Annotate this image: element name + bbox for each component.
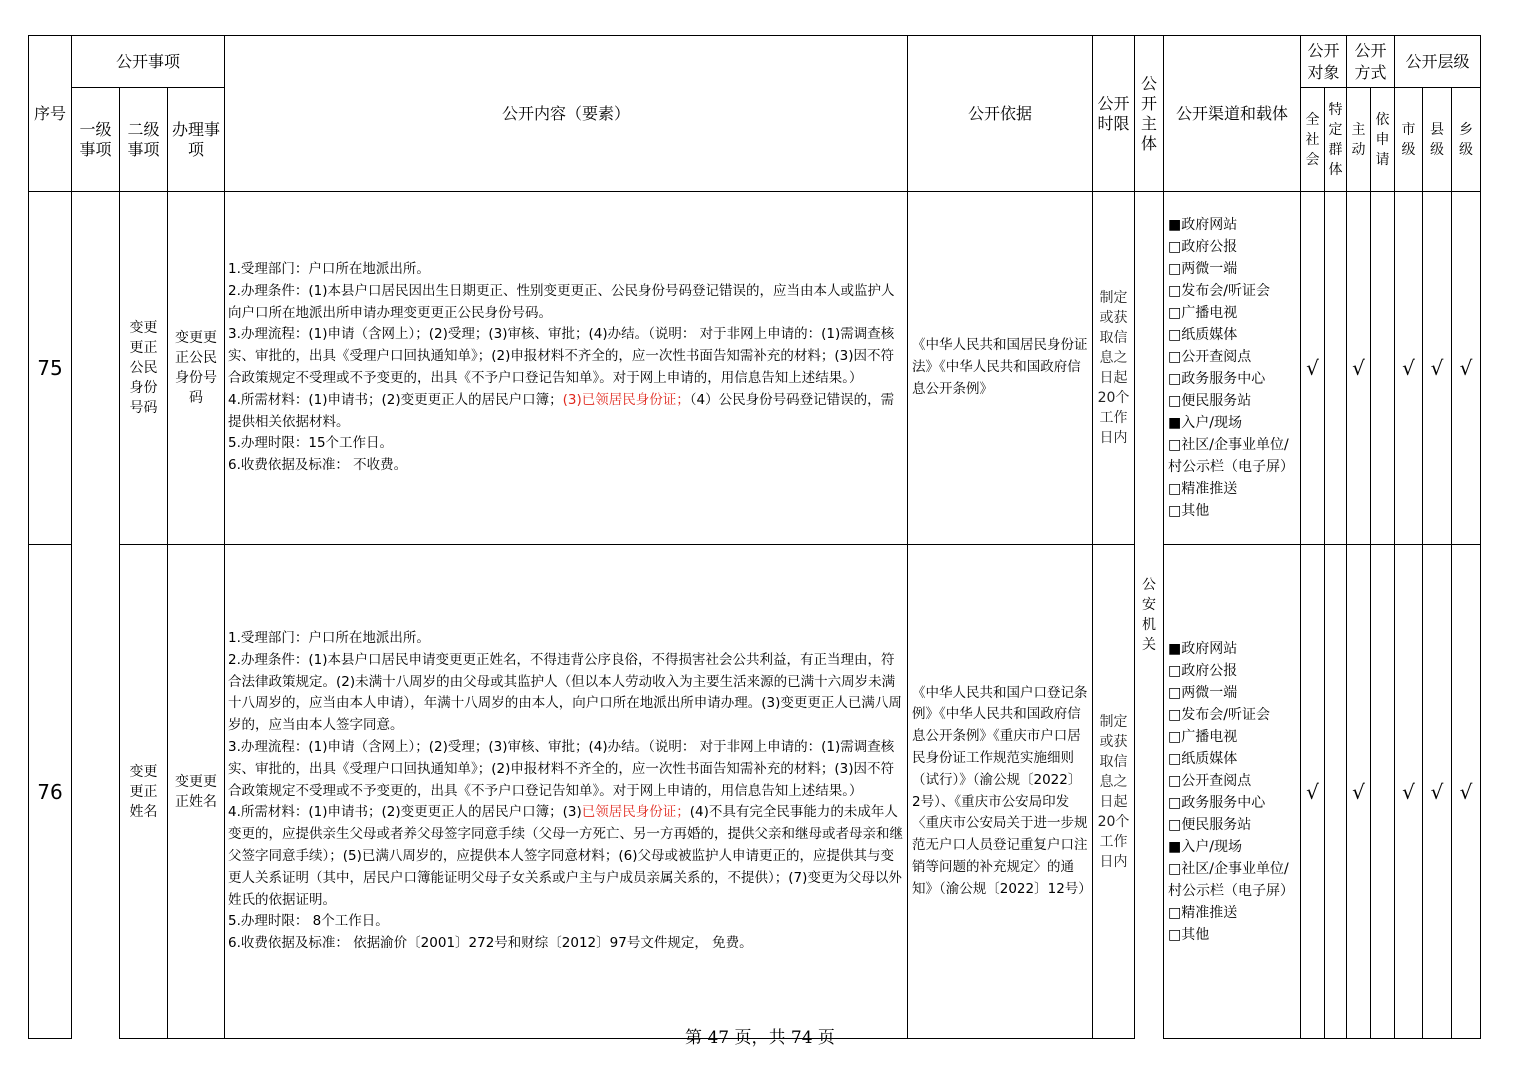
check-level-town: √ bbox=[1452, 545, 1481, 1039]
channel-label: 其他 bbox=[1181, 926, 1210, 943]
check-level-county: √ bbox=[1423, 545, 1452, 1039]
row-content bbox=[225, 545, 908, 1039]
row-level2: 变更更正公民身份号码 bbox=[120, 192, 168, 545]
unchecked-box-icon: □ bbox=[1168, 662, 1182, 679]
header-items-group: 公开事项 bbox=[72, 36, 225, 88]
header-target: 公开对象 bbox=[1301, 36, 1347, 88]
content-line: 3.办理流程：(1)申请（含网上）；(2)受理；(3)审核、审批；(4)办结。（说明： 对于非网上申请的：(1)需调查核实、审批的，出具《受理户口回执通知单》；(2)申报材料不齐全的，应一次性书面告知需补充的材料；(3)因不符合政策规定不受理或不予变更的，出具《不予户口登记告知单》。对于网上申请的，用信息告知上述结果。） bbox=[228, 739, 895, 799]
header-level-city: 市级 bbox=[1395, 88, 1423, 192]
check-target-specific bbox=[1325, 192, 1347, 545]
channel-item bbox=[1168, 682, 1296, 704]
content-line: 5.办理时限：15个工作日。 bbox=[228, 435, 394, 452]
channel-label: 两微一端 bbox=[1181, 261, 1238, 277]
materials-suffix: （4）公民身份号码登记错误的，需提供相关依据材料。 bbox=[228, 391, 895, 430]
channel-list bbox=[1168, 638, 1296, 946]
header-level1: 一级事项 bbox=[72, 88, 120, 192]
unchecked-box-icon: □ bbox=[1168, 283, 1182, 299]
unchecked-box-icon: □ bbox=[1168, 437, 1182, 453]
channel-label: 政府公报 bbox=[1181, 662, 1238, 679]
row-time-limit: 制定或获取信息之日起20个工作日内 bbox=[1093, 192, 1135, 545]
header-channel: 公开渠道和载体 bbox=[1164, 36, 1301, 192]
channel-label: 精准推送 bbox=[1181, 481, 1238, 497]
row-channels bbox=[1164, 545, 1301, 1039]
checked-box-icon: ■ bbox=[1168, 838, 1182, 855]
materials-highlight: 已领居民身份证； bbox=[581, 804, 690, 821]
row-channels bbox=[1164, 192, 1301, 545]
unchecked-box-icon: □ bbox=[1168, 503, 1182, 519]
header-basis: 公开依据 bbox=[908, 36, 1093, 192]
channel-label: 精准推送 bbox=[1181, 904, 1238, 921]
channel-label: 入户/现场 bbox=[1181, 415, 1242, 431]
channel-label: 公开查阅点 bbox=[1181, 772, 1252, 789]
checked-box-icon: ■ bbox=[1168, 217, 1182, 233]
header-level2: 二级事项 bbox=[120, 88, 168, 192]
channel-item bbox=[1168, 214, 1296, 236]
channel-label: 政府网站 bbox=[1181, 217, 1238, 233]
unchecked-box-icon: □ bbox=[1168, 750, 1182, 767]
channel-item bbox=[1168, 836, 1296, 858]
materials-prefix: 4.所需材料：(1)申请书；(2)变更更正人的居民户口簿；(3) bbox=[228, 804, 582, 821]
channel-item bbox=[1168, 924, 1296, 946]
unchecked-box-icon: □ bbox=[1168, 371, 1182, 387]
header-seq: 序号 bbox=[29, 36, 72, 192]
row-level1 bbox=[72, 192, 120, 1039]
channel-item bbox=[1168, 814, 1296, 836]
check-target-specific bbox=[1325, 545, 1347, 1039]
header-method-active: 主动 bbox=[1347, 88, 1371, 192]
header-handle: 办理事项 bbox=[168, 88, 225, 192]
channel-label: 广播电视 bbox=[1181, 728, 1238, 745]
channel-item bbox=[1168, 748, 1296, 770]
channel-item bbox=[1168, 368, 1296, 390]
channel-label: 其他 bbox=[1181, 503, 1210, 519]
row-time-limit: 制定或获取信息之日起20个工作日内 bbox=[1093, 545, 1135, 1039]
row-handle: 变更更正姓名 bbox=[168, 545, 225, 1039]
materials-highlight: (3)已领居民身份证； bbox=[562, 391, 690, 408]
row-level2: 变更更正姓名 bbox=[120, 545, 168, 1039]
unchecked-box-icon: □ bbox=[1168, 393, 1182, 409]
content-line: 2.办理条件：(1)本县户口居民因出生日期更正、性别变更更正、公民身份号码登记错误的，应当由本人或监护人向户口所在地派出所申请办理变更更正公民身份号码。 bbox=[228, 282, 895, 321]
channel-item bbox=[1168, 390, 1296, 412]
channel-item bbox=[1168, 302, 1296, 324]
unchecked-box-icon: □ bbox=[1168, 481, 1182, 497]
channel-item bbox=[1168, 770, 1296, 792]
channel-item bbox=[1168, 236, 1296, 258]
channel-label: 两微一端 bbox=[1181, 684, 1238, 701]
row-basis: 《中华人民共和国居民身份证法》《中华人民共和国政府信息公开条例》 bbox=[908, 192, 1093, 545]
unchecked-box-icon: □ bbox=[1168, 816, 1182, 833]
unchecked-box-icon: □ bbox=[1168, 261, 1182, 277]
header-method: 公开方式 bbox=[1347, 36, 1395, 88]
check-method-request bbox=[1371, 192, 1395, 545]
content-line: 6.收费依据及标准： 不收费。 bbox=[228, 457, 408, 474]
row-basis: 《中华人民共和国户口登记条例》《中华人民共和国政府信息公开条例》《重庆市户口居民身份证工作规范实施细则（试行）》（渝公规〔2022〕2号）、《重庆市公安局印发〈重庆市公安局关于进一步规范无户口人员登记重复户口注销等问题的补充规定〉的通知》（渝公规〔2022〕12号） bbox=[908, 545, 1093, 1039]
channel-label: 便民服务站 bbox=[1181, 816, 1252, 833]
content-line: 1.受理部门：户口所在地派出所。 bbox=[228, 630, 430, 647]
check-target-all: √ bbox=[1301, 192, 1325, 545]
header-level-county: 县级 bbox=[1423, 88, 1452, 192]
channel-label: 便民服务站 bbox=[1181, 393, 1252, 409]
channel-item bbox=[1168, 792, 1296, 814]
channel-item bbox=[1168, 500, 1296, 522]
header-level: 公开层级 bbox=[1395, 36, 1481, 88]
content-line: 1.受理部门：户口所在地派出所。 bbox=[228, 261, 430, 278]
materials-suffix: (4)不具有完全民事能力的未成年人变更的，应提供亲生父母或者养父母签字同意手续（父母一方死亡、另一方再婚的，提供父亲和继母或者母亲和继父签字同意手续）；(5)已满八周岁的，应提供本人签字同意材料；(6)父母或被监护人申请更正的，应提供其与变更人关系证明（其中，居民户口簿能证明父母子女关系或户主与户成员亲属关系的，不提供）；(7)变更为父母以外姓氏的依据证明。 bbox=[228, 804, 903, 908]
content-line: 2.办理条件：(1)本县户口居民申请变更更正姓名，不得违背公序良俗，不得损害社会公共利益，有正当理由，符合法律政策规定。(2)未满十八周岁的由父母或其监护人（但以本人劳动收入为主要生活来源的已满十六周岁未满十八周岁的，应当由本人申请），年满十八周岁的由本人，向户口所在地派出所申请办理。(3)变更更正人已满八周岁的，应当由本人签字同意。 bbox=[228, 651, 902, 734]
header-time-limit: 公开时限 bbox=[1093, 36, 1135, 192]
check-level-county: √ bbox=[1423, 192, 1452, 545]
channel-item bbox=[1168, 346, 1296, 368]
channel-label: 公开查阅点 bbox=[1181, 349, 1252, 365]
header-content: 公开内容（要素） bbox=[225, 36, 908, 192]
checked-box-icon: ■ bbox=[1168, 640, 1182, 657]
unchecked-box-icon: □ bbox=[1168, 904, 1182, 921]
header-level-town: 乡级 bbox=[1452, 88, 1481, 192]
channel-label: 纸质媒体 bbox=[1181, 327, 1238, 343]
row-handle: 变更更正公民身份号码 bbox=[168, 192, 225, 545]
subject-text: 公安机关 bbox=[1142, 577, 1156, 654]
channel-label: 社区/企事业单位/村公示栏（电子屏） bbox=[1168, 860, 1294, 899]
materials-prefix: 4.所需材料：(1)申请书；(2)变更更正人的居民户口簿； bbox=[228, 391, 563, 408]
unchecked-box-icon: □ bbox=[1168, 860, 1182, 877]
channel-label: 政务服务中心 bbox=[1181, 794, 1266, 811]
channel-item bbox=[1168, 638, 1296, 660]
disclosure-table bbox=[28, 35, 1481, 1039]
checked-box-icon: ■ bbox=[1168, 415, 1182, 431]
header-method-request: 依申请 bbox=[1371, 88, 1395, 192]
channel-item bbox=[1168, 704, 1296, 726]
check-method-active: √ bbox=[1347, 192, 1371, 545]
unchecked-box-icon: □ bbox=[1168, 794, 1182, 811]
header-subject: 公开主体 bbox=[1135, 36, 1164, 192]
content-line: 6.收费依据及标准： 依据渝价〔2001〕272号和财综〔2012〕97号文件规定， 免费。 bbox=[228, 935, 753, 952]
page-footer: 第 47 页，共 74 页 bbox=[685, 1028, 835, 1048]
channel-label: 纸质媒体 bbox=[1181, 750, 1238, 767]
channel-label: 入户/现场 bbox=[1181, 838, 1242, 855]
channel-item bbox=[1168, 726, 1296, 748]
channel-label: 社区/企事业单位/村公示栏（电子屏） bbox=[1168, 437, 1294, 475]
channel-item bbox=[1168, 324, 1296, 346]
content-line-materials bbox=[228, 390, 904, 434]
table-row bbox=[29, 192, 1481, 545]
unchecked-box-icon: □ bbox=[1168, 305, 1182, 321]
channel-list bbox=[1168, 214, 1296, 522]
row-content bbox=[225, 192, 908, 545]
unchecked-box-icon: □ bbox=[1168, 239, 1182, 255]
channel-label: 政府公报 bbox=[1181, 239, 1238, 255]
channel-item bbox=[1168, 434, 1296, 478]
check-method-request bbox=[1371, 545, 1395, 1039]
channel-item bbox=[1168, 858, 1296, 902]
unchecked-box-icon: □ bbox=[1168, 728, 1182, 745]
channel-item bbox=[1168, 412, 1296, 434]
unchecked-box-icon: □ bbox=[1168, 349, 1182, 365]
header-target-all: 全社会 bbox=[1301, 88, 1325, 192]
unchecked-box-icon: □ bbox=[1168, 706, 1182, 723]
unchecked-box-icon: □ bbox=[1168, 926, 1182, 943]
check-level-town: √ bbox=[1452, 192, 1481, 545]
channel-item bbox=[1168, 660, 1296, 682]
check-method-active: √ bbox=[1347, 545, 1371, 1039]
row-seq: 76 bbox=[29, 545, 72, 1039]
row-subject bbox=[1135, 192, 1164, 1039]
channel-label: 发布会/听证会 bbox=[1181, 283, 1270, 299]
channel-item bbox=[1168, 902, 1296, 924]
channel-label: 政府网站 bbox=[1181, 640, 1238, 657]
check-level-city: √ bbox=[1395, 545, 1423, 1039]
header-target-specific: 特定群体 bbox=[1325, 88, 1347, 192]
row-seq: 75 bbox=[29, 192, 72, 545]
check-level-city: √ bbox=[1395, 192, 1423, 545]
content-line: 5.办理时限： 8个工作日。 bbox=[228, 913, 389, 930]
check-target-all: √ bbox=[1301, 545, 1325, 1039]
content-line: 3.办理流程：(1)申请（含网上）；(2)受理；(3)审核、审批；(4)办结。（说明： 对于非网上申请的：(1)需调查核实、审批的，出具《受理户口回执通知单》；(2)申报材料不齐全的，应一次性书面告知需补充的材料；(3)因不符合政策规定不受理或不予变更的，出具《不予户口登记告知单》。对于网上申请的，用信息告知上述结果。） bbox=[228, 326, 895, 386]
unchecked-box-icon: □ bbox=[1168, 684, 1182, 701]
content-line-materials bbox=[228, 802, 904, 911]
channel-item bbox=[1168, 280, 1296, 302]
channel-label: 政务服务中心 bbox=[1181, 371, 1266, 387]
unchecked-box-icon: □ bbox=[1168, 772, 1182, 789]
table-row bbox=[29, 545, 1481, 1039]
unchecked-box-icon: □ bbox=[1168, 327, 1182, 343]
channel-item bbox=[1168, 258, 1296, 280]
channel-label: 发布会/听证会 bbox=[1181, 706, 1270, 723]
channel-item bbox=[1168, 478, 1296, 500]
channel-label: 广播电视 bbox=[1181, 305, 1238, 321]
